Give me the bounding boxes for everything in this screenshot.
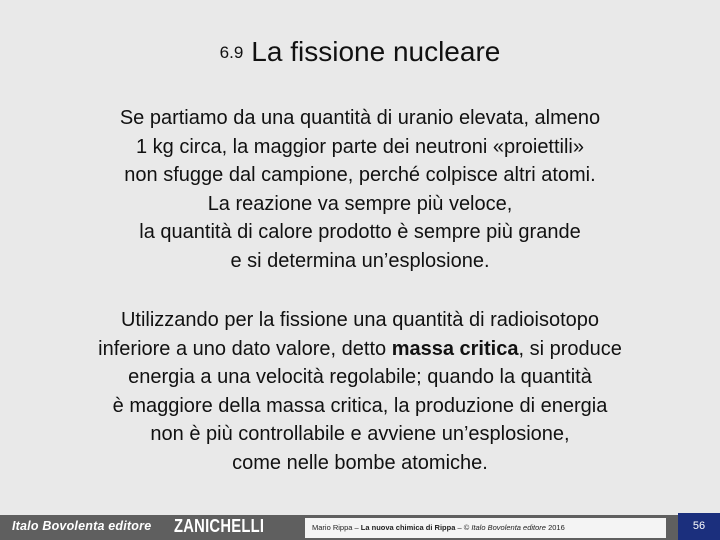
paragraph-1-line: La reazione va sempre più veloce, <box>207 192 513 215</box>
paragraph-2 <box>20 306 700 477</box>
critical-mass-term: massa critica <box>391 337 519 360</box>
paragraph-1 <box>20 104 700 275</box>
paragraph-2-line: energia a una velocità regolabile; quando la quantità <box>128 366 592 388</box>
paragraph-1-line: non sfugge dal campione, perché colpisce altri atomi. <box>124 164 596 186</box>
title-text: La fissione nucleare <box>251 36 501 67</box>
book-credit <box>312 523 565 532</box>
paragraph-2-line: è maggiore della massa critica, la produzione di energia <box>112 394 608 417</box>
credit-author: Mario Rippa – <box>312 523 361 532</box>
text-segment: inferiore a uno dato valore, detto <box>98 337 392 360</box>
text-segment: , si produce <box>518 337 622 360</box>
zanichelli-logo: ZANICHELLI <box>174 516 265 536</box>
section-number: 6.9 <box>219 43 244 62</box>
credit-separator: – © <box>455 523 472 532</box>
credit-year: 2016 <box>545 523 565 532</box>
page-number: 56 <box>678 513 720 540</box>
publisher-logo: Italo Bovolenta editore <box>12 519 152 533</box>
credit-book: La nuova chimica di Rippa <box>360 523 456 532</box>
paragraph-1-line: Se partiamo da una quantità di uranio elevata, almeno <box>119 107 601 129</box>
slide-title <box>0 36 720 68</box>
paragraph-2-line: Utilizzando per la fissione una quantità di radioisotopo <box>120 309 600 331</box>
footer-bar <box>0 515 720 540</box>
paragraph-1-line: 1 kg circa, la maggior parte dei neutroni «proiettili» <box>135 135 585 158</box>
paragraph-2-line <box>20 335 700 364</box>
paragraph-1-line: e si determina un’esplosione. <box>230 249 490 272</box>
paragraph-2-line: come nelle bombe atomiche. <box>232 451 488 474</box>
credit-publisher: Italo Bovolenta editore <box>471 523 546 532</box>
paragraph-2-line: non è più controllabile e avviene un’esplosione, <box>150 423 570 445</box>
paragraph-1-line: la quantità di calore prodotto è sempre più grande <box>139 221 581 243</box>
